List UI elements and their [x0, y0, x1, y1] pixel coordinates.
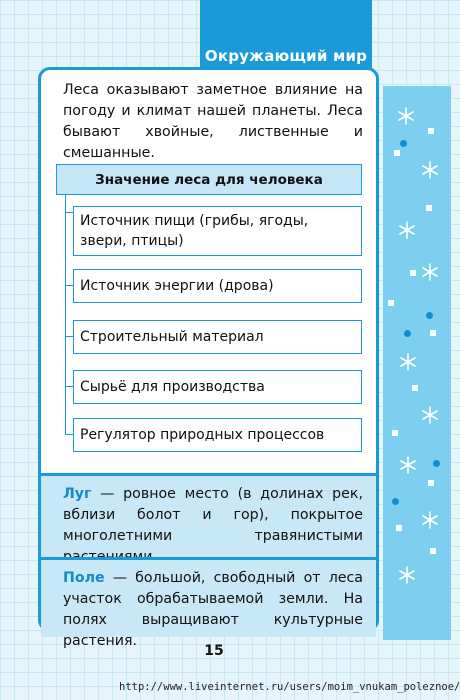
table-row: Сырьё для производства — [73, 370, 362, 404]
decor-dot — [392, 498, 399, 505]
decor-square — [412, 385, 418, 391]
tree-branch — [65, 285, 73, 286]
field-panel — [41, 557, 376, 649]
decor-square — [392, 430, 398, 436]
decor-square — [394, 150, 400, 156]
snowflake-icon — [396, 106, 416, 126]
snowflake-icon — [420, 510, 440, 530]
tree-branch — [65, 336, 73, 337]
meadow-text: — ровное место (в долинах рек, вблизи болот и гор), покрытое многолетними травянистыми — [63, 486, 363, 544]
decor-dot — [400, 140, 407, 147]
snowflake-icon — [398, 455, 418, 475]
snowflake-icon — [420, 405, 440, 425]
tree-branch — [65, 434, 73, 435]
decor-square — [396, 525, 402, 531]
decor-square — [428, 480, 434, 486]
decor-square — [428, 128, 434, 134]
snowflake-icon — [398, 352, 418, 372]
field-text: — большой, свободный от леса участок обрабатываемой земли. На полях выращивают культурные растения. — [63, 570, 363, 649]
snowflake-icon — [420, 160, 440, 180]
section-title: Окружающий мир — [204, 47, 368, 65]
tree-branch — [65, 212, 73, 213]
table-row: Регулятор природных процессов — [73, 418, 362, 452]
decor-dot — [433, 460, 440, 467]
meadow-definition — [63, 484, 363, 568]
tree-connector-line — [65, 195, 66, 434]
decor-square — [410, 270, 416, 276]
meadow-term: Луг — [63, 486, 92, 502]
field-term: Поле — [63, 570, 105, 586]
table-row: Строительный материал — [73, 320, 362, 354]
meadow-panel — [41, 473, 376, 557]
tree-branch — [65, 386, 73, 387]
intro-paragraph: Леса оказывают заметное влияние на погоду и климат нашей планеты. Леса бывают хвойные, лиственные и смешанные. — [63, 82, 363, 161]
content-card — [38, 67, 379, 649]
table-row: Источник энергии (дрова) — [73, 269, 362, 303]
page-number: 15 — [204, 643, 224, 659]
table-row: Источник пищи (грибы, ягоды, звери, птицы) — [73, 206, 362, 256]
decor-dot — [426, 312, 433, 319]
decor-square — [430, 330, 436, 336]
decor-square — [430, 548, 436, 554]
decor-square — [426, 205, 432, 211]
snowflake-icon — [420, 262, 440, 282]
snowflake-icon — [397, 220, 417, 240]
table-header: Значение леса для человека — [56, 164, 362, 195]
field-definition — [63, 568, 363, 652]
decor-square — [388, 300, 394, 306]
source-watermark: http://www.liveinternet.ru/users/moim_vnukam_poleznoe/ — [119, 681, 460, 693]
decor-dot — [404, 330, 411, 337]
snowflake-icon — [397, 565, 417, 585]
